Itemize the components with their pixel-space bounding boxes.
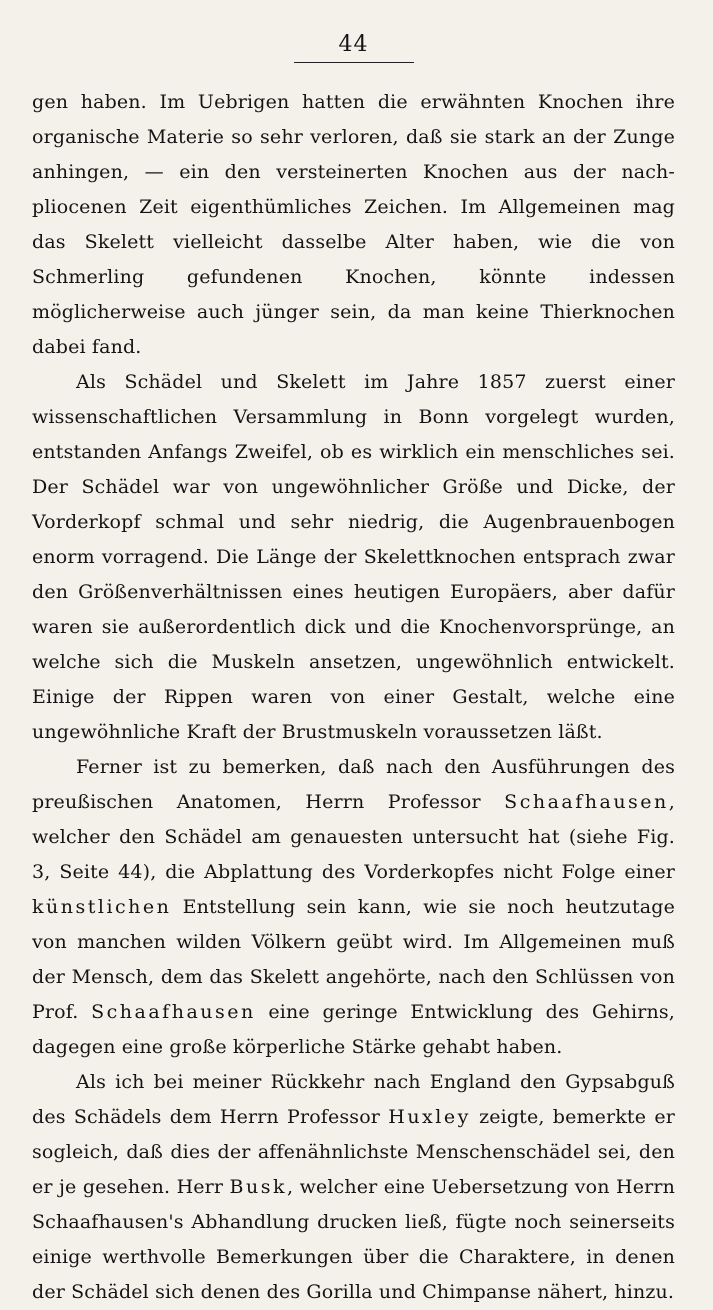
emphasized-name: Busk bbox=[229, 1176, 287, 1198]
text-run: Ferner ist zu bemerken, daß nach den Ausführungen des preußischen Anatomen, Herrn Professor bbox=[32, 756, 675, 813]
emphasized-name: Schaafhausen bbox=[91, 1001, 256, 1023]
text-run: , welcher den Schädel am genauesten untersucht hat (siehe Fig. 3, Seite 44), die Abplattung des Vorderkopfes nicht Folge einer bbox=[32, 791, 675, 883]
text-run: Entstellung sein kann, wie sie noch heutzutage von manchen wilden Völkern geübt wird. Im Allgemeinen muß der Mensch, dem das Skelett angehörte, nach den Schlüssen von Prof. bbox=[32, 896, 675, 1023]
text-run: Als ich bei meiner Rückkehr nach England den Gypsabguß des Schädels dem Herrn Professor bbox=[32, 1071, 675, 1128]
emphasized-word: künstlichen bbox=[32, 896, 172, 918]
paragraph-3 bbox=[32, 750, 675, 1065]
body-text bbox=[32, 85, 675, 1310]
page-number: 44 bbox=[338, 32, 369, 57]
emphasized-name: Schaafhausen bbox=[504, 791, 669, 813]
header-rule bbox=[294, 62, 414, 63]
emphasized-name: Huxley bbox=[388, 1106, 471, 1128]
text-run: , welcher eine Uebersetzung von Herrn Schaafhausen's Abhandlung drucken ließ, fügte noch seinerseits einige werthvolle Bemerkungen über die Charaktere, in denen der Schädel sich denen des Gorilla und Chimpanse nähert, hinzu. bbox=[32, 1176, 675, 1303]
text-run: zeigte, bemerkte er sogleich, daß dies der affenähnlichste Menschenschädel sei, den er je gesehen. Herr bbox=[32, 1106, 675, 1198]
paragraph-1: gen haben. Im Uebrigen hatten die erwähnten Knochen ihre organische Materie so sehr verloren, daß sie stark an der Zunge anhingen, — ein den versteinerten Knochen aus der nach-pliocenen Zeit eigenthümliches Zeichen. Im Allgemeinen mag das Skelett vielleicht dasselbe Alter haben, wie die von Schmerling gefundenen Knochen, könnte indessen möglicherweise auch jünger sein, da man keine Thierknochen dabei fand. bbox=[32, 91, 675, 358]
text-run: eine geringe Entwicklung des Gehirns, dagegen eine große körperliche Stärke gehabt haben. bbox=[32, 1001, 675, 1058]
paragraph-4 bbox=[32, 1065, 675, 1310]
paragraph-2: Als Schädel und Skelett im Jahre 1857 zuerst einer wissenschaftlichen Versammlung in Bonn vorgelegt wurden, entstanden Anfangs Zweifel, ob es wirklich ein menschliches sei. Der Schädel war von ungewöhnlicher Größe und Dicke, der Vorderkopf schmal und sehr niedrig, die Augenbrauenbogen enorm vorragend. Die Länge der Skelettknochen entsprach zwar den Größenverhältnissen eines heutigen Europäers, aber dafür waren sie außerordentlich dick und die Knochenvorsprünge, an welche sich die Muskeln ansetzen, ungewöhnlich entwickelt. Einige der Rippen waren von einer Gestalt, welche eine ungewöhnliche Kraft der Brustmuskeln voraussetzen läßt. bbox=[32, 371, 675, 743]
